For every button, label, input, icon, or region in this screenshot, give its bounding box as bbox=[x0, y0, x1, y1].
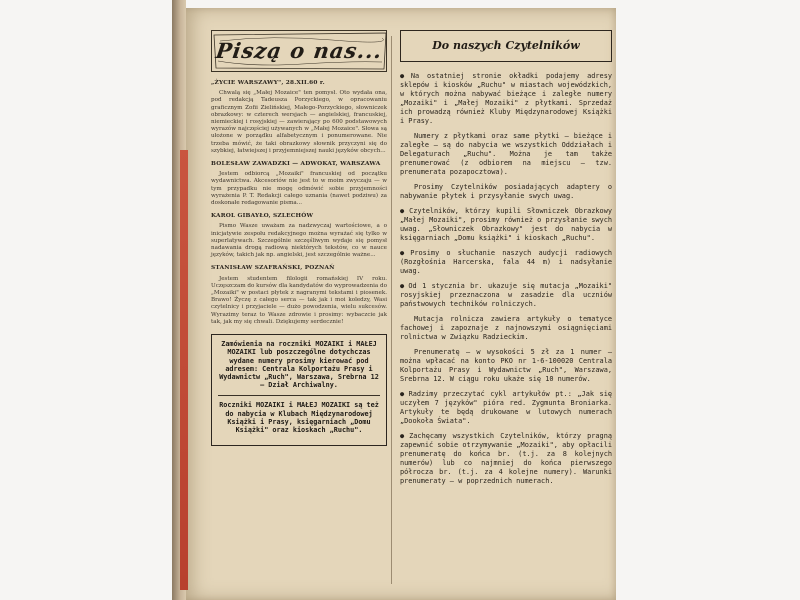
right-column bbox=[400, 30, 612, 492]
title-box bbox=[211, 30, 387, 72]
order-box-separator bbox=[218, 395, 380, 396]
order-info-text-2: Roczniki MOZAIKI i MAŁEJ MOZAIKI są też do nabycia w Klubach Międzynarodowej Książki i Prasy, księgarniach „Domu Książki" oraz kioskach „Ruchu". bbox=[219, 401, 379, 434]
readers-header-box bbox=[400, 30, 612, 62]
notice-item: ● Radzimy przeczytać cykl artykułów pt.: „Jak się uczyłem 7 języków" pióra red. Zygmunta Broniarka. Artykuły te będą drukowane w lutowych numerach „Dookoła Świata". bbox=[400, 390, 612, 425]
section4-text: Jestem studentem filologii romańskiej IV roku. Uczęszczam do kursów dla kandydatów do wyprowadzenia do „Mozaiki" w postaci płytek z nagranymi tekstami i piosenek. Brawo! Życzę z całego serca — tak jak i moi koledzy, Wasi czytelnicy i przyjaciele — dużo powodzenia, wielu sukcesów. Wyrazimy teraz to Wasze zdrowie i prosimy: wybaczcie jak tak, jak my się chwali. Dziękujemy serdecznie! bbox=[211, 275, 387, 325]
section1-source: „ŻYCIE WARSZAWY", 28.XII.60 r. bbox=[211, 80, 325, 86]
section1-text: Chwalą się „Małej Mozaice" ten pomysł. Oto wydała ona, pod redakcją Tadeusza Porzyckiego, w opracowaniu graficznym Zofii Zielińskiej, Małego-Porzyckiego, słowniczek obrazkowy: w czterech wersjach — angielskiej, francuskiej, niemieckiej i rosyjskiej — zawierający po 600 podstawowych wyrazów najczęściej używanych w „Małej Mozaice". Słowa są ułożone w porządku alfabetycznym i ponumerowane. Nie trzeba mówić, że taki obrazkowy słownik przyczyni się do szybkiej, łatwiejszej i przyjemniejszej nauki języków obcych... bbox=[211, 90, 387, 154]
order-info-box bbox=[211, 334, 387, 446]
section3-head: KAROL GIBAYŁO, SZLECHÓW bbox=[211, 213, 314, 220]
order-info-text-1: Zamówienia na roczniki MOZAIKI i MAŁEJ MOZAIKI lub poszczególne dotychczas wydane numery prosimy kierować pod adresem: Centrala Kolportażu Prasy i Wydawnictw „Ruch", Warszawa, Srebrna 12 — Dział Archiwalny. bbox=[219, 340, 379, 390]
notice-item: ● Zachęcamy wszystkich Czytelników, którzy pragną zapewnić sobie otrzymywanie „Mozaiki", aby opłacili prenumeratę do końca br. (t.j. za 8 kolejnych numerów) lub co najmniej do końca pierwszego półrocza br. (t.j. za 4 kolejne numery). Warunki prenumeraty — w poprzednich numerach. bbox=[400, 432, 612, 485]
notice-item: ● Na ostatniej stronie okładki podajemy adresy sklepów i kiosków „Ruchu" w miastach wojewódzkich, w których można nabywać bieżące i zaległe numery „Mozaiki" i „Małej Mozaiki" z płytkami. Sprzedaż ich prowadzą również Kluby Międzynarodowej Książki i Prasy. bbox=[400, 72, 612, 125]
notice-item: Prosimy Czytelników posiadających adaptery o nabywanie płytek i przysyłanie swych uwag. bbox=[400, 183, 612, 200]
left-column bbox=[211, 30, 387, 446]
notice-item: ● Od 1 stycznia br. ukazuje się mutacja „Mozaiki" rosyjskiej przeznaczona w zasadzie dla uczniów państwowych techników rolniczych. bbox=[400, 282, 612, 308]
bullet-icon: ● bbox=[400, 390, 406, 398]
section4-head: STANISŁAW SZAFRAŃSKI, POZNAŃ bbox=[211, 265, 335, 272]
notice-item: Prenumeratę — w wysokości 5 zł za 1 numer — można wpłacać na konto PKO nr 1-6-100020 Centrala Kolportażu Prasy i Wydawnictw „Ruch", Warszawa, Srebrna 12. W ciągu roku ukaże się 10 numerów. bbox=[400, 348, 612, 383]
notice-item: Mutacja rolnicza zawiera artykuły o tematyce fachowej i zapoznaje z najnowszymi osiągnięciami rolnictwa w Związku Radzieckim. bbox=[400, 315, 612, 341]
bullet-icon: ● bbox=[400, 249, 408, 257]
section3-text: Pismo Wasze uważam za nadzwyczaj wartościowe, a o inicjatywie zespołu redakcyjnego można wyrażać się tylko w superlatywach. Szczególnie szczęśliwym wydaje się pomysł nadawania drogą radiową niektórych tekstów, co w nauce języków, takich jak np. angielski, jest szczególnie ważne... bbox=[211, 223, 387, 259]
notice-item: Numery z płytkami oraz same płytki — bieżące i zaległe — są do nabycia we wszystkich Oddziałach i Delegaturach „Ruchu". Można je tam także prenumerować (z odbiorem na miejscu — tzw. prenumerata pozapocztowa). bbox=[400, 132, 612, 176]
bullet-icon: ● bbox=[400, 207, 407, 215]
readers-header: Do naszych Czytelników bbox=[432, 39, 580, 53]
page-title: Piszą o nas... bbox=[214, 38, 384, 64]
bullet-icon: ● bbox=[400, 72, 408, 80]
notice-item: ● Czytelników, którzy kupili Słowniczek Obrazkowy „Małej Mozaiki", prosimy również o przysłanie swych uwag. „Słowniczek Obrazkowy" jest do nabycia w księgarniach „Domu książki" i kioskach „Ruchu". bbox=[400, 207, 612, 242]
bullet-icon: ● bbox=[400, 282, 406, 290]
section2-text: Jestem odbiorcą „Mozaiki" francuskiej od początku wydawnictwa. Akcesoriów nie jest to w moim zwyczaju — w tym przypadku nie mogę odmówić sobie przyjemności wyrażenia P. T. Redakcji całego uznania (nawet podziwu) za doskonałe redagowanie pisma... bbox=[211, 171, 387, 207]
notice-item: ● Prosimy o słuchanie naszych audycji radiowych (Rozgłośnia Harcerska, fala 44 m) i nadsyłanie uwag. bbox=[400, 249, 613, 275]
red-cover-edge bbox=[180, 150, 188, 590]
bullet-icon: ● bbox=[400, 432, 407, 440]
column-divider bbox=[391, 36, 392, 584]
section2-head: BOLESŁAW ZAWADZKI — ADWOKAT, WARSZAWA bbox=[211, 161, 381, 168]
